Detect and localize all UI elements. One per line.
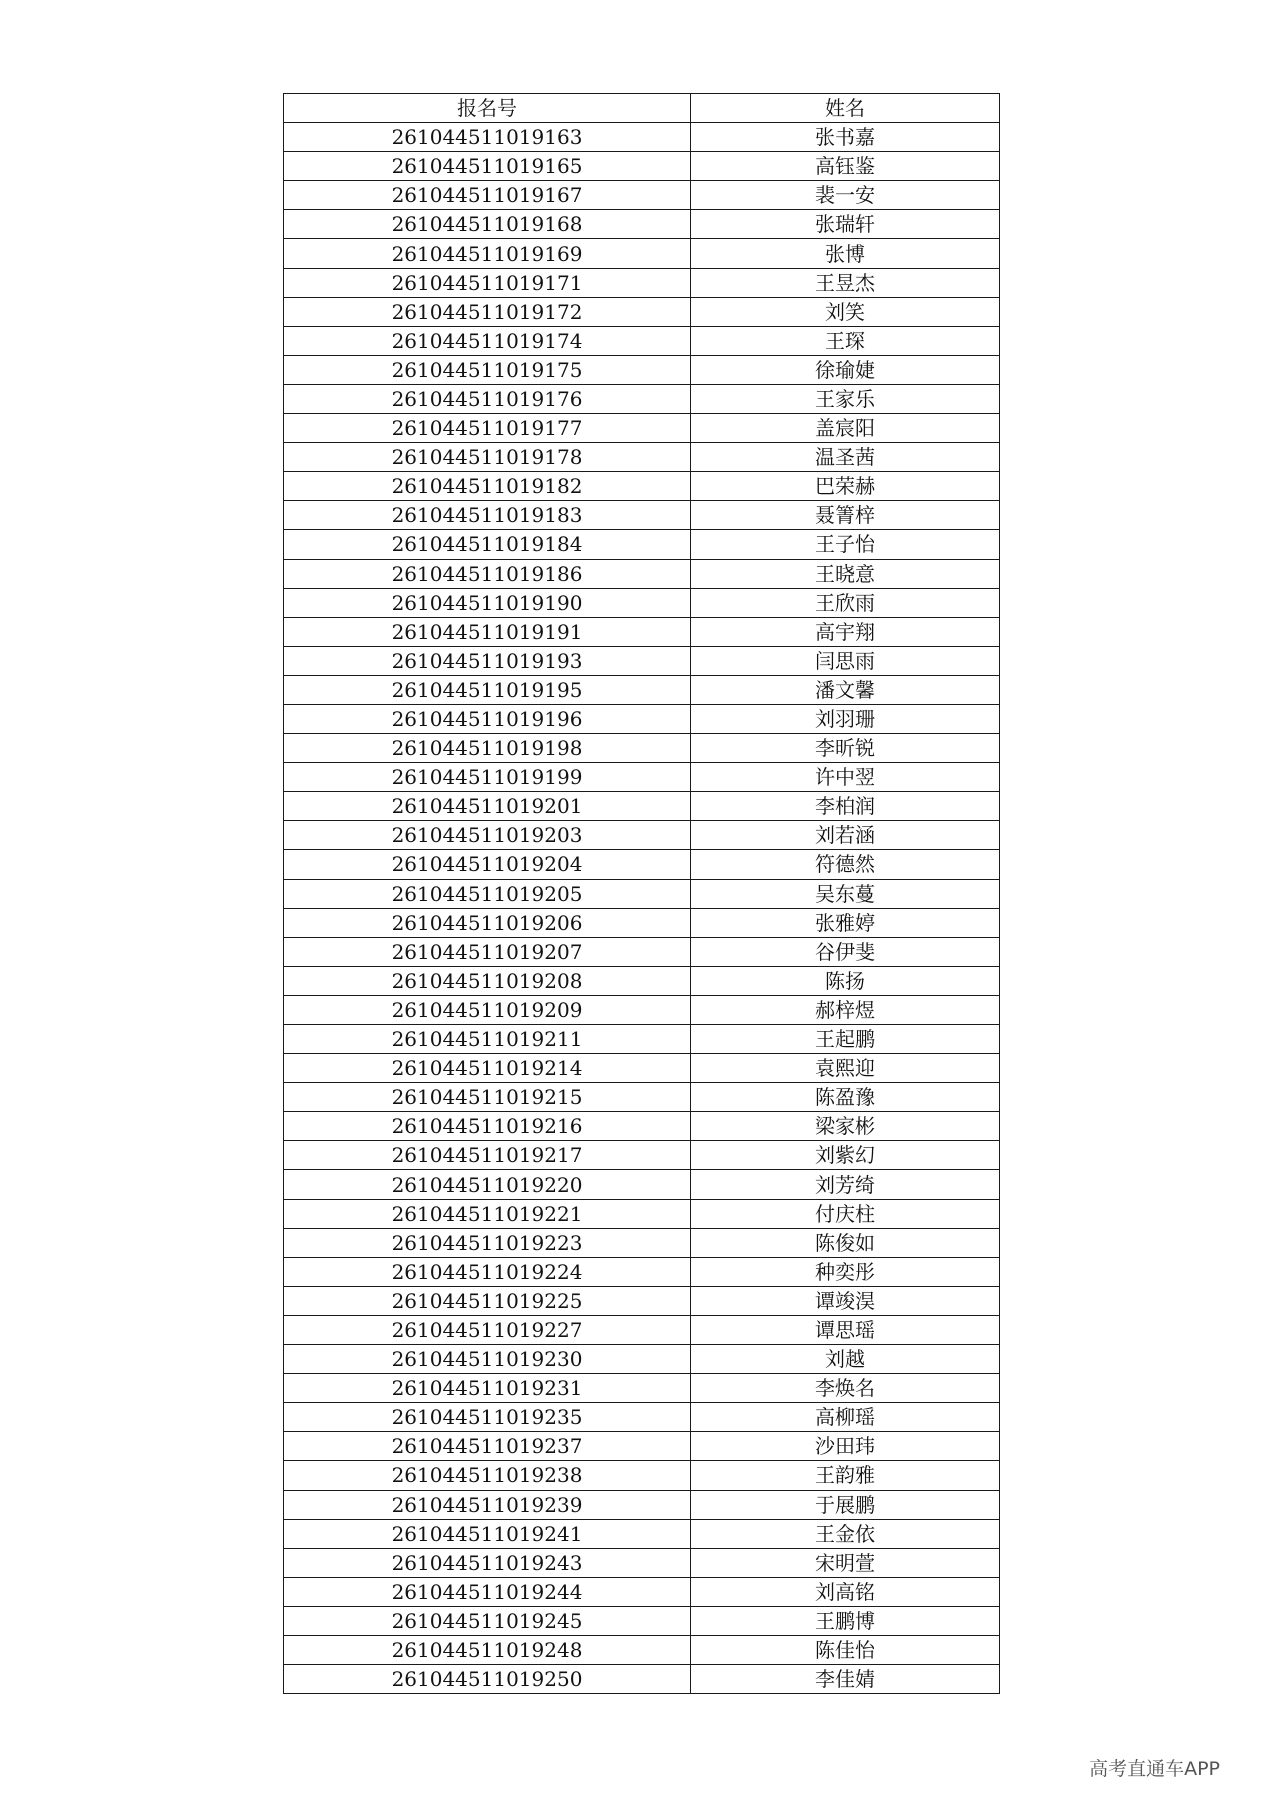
name-cell: 吴东蔓 bbox=[691, 879, 1000, 908]
name-cell: 谭思瑶 bbox=[691, 1315, 1000, 1344]
registration-number-cell: 261044511019203 bbox=[284, 821, 691, 850]
table-row bbox=[284, 355, 1000, 384]
registration-number-cell: 261044511019177 bbox=[284, 414, 691, 443]
name-cell: 陈佳怡 bbox=[691, 1635, 1000, 1664]
table-row bbox=[284, 1606, 1000, 1635]
name-cell: 李佳婧 bbox=[691, 1665, 1000, 1694]
name-cell: 王欣雨 bbox=[691, 588, 1000, 617]
name-cell: 王韵雅 bbox=[691, 1461, 1000, 1490]
table-row bbox=[284, 908, 1000, 937]
registration-number-cell: 261044511019193 bbox=[284, 646, 691, 675]
registration-number-cell: 261044511019199 bbox=[284, 763, 691, 792]
registration-number-cell: 261044511019250 bbox=[284, 1665, 691, 1694]
table-row bbox=[284, 152, 1000, 181]
registration-number-cell: 261044511019223 bbox=[284, 1228, 691, 1257]
registration-number-cell: 261044511019196 bbox=[284, 704, 691, 733]
registration-number-cell: 261044511019171 bbox=[284, 268, 691, 297]
name-cell: 张书嘉 bbox=[691, 123, 1000, 152]
name-cell: 王昱杰 bbox=[691, 268, 1000, 297]
name-cell: 沙田玮 bbox=[691, 1432, 1000, 1461]
registration-number-cell: 261044511019172 bbox=[284, 297, 691, 326]
registration-number-cell: 261044511019184 bbox=[284, 530, 691, 559]
registration-number-cell: 261044511019207 bbox=[284, 937, 691, 966]
watermark: 高考直通车APP bbox=[1089, 1758, 1220, 1780]
admission-table bbox=[283, 93, 1000, 1694]
table-row bbox=[284, 1286, 1000, 1315]
name-cell: 高柳瑶 bbox=[691, 1403, 1000, 1432]
table-row bbox=[284, 588, 1000, 617]
registration-number-cell: 261044511019238 bbox=[284, 1461, 691, 1490]
registration-number-cell: 261044511019165 bbox=[284, 152, 691, 181]
registration-number-cell: 261044511019178 bbox=[284, 443, 691, 472]
registration-number-cell: 261044511019235 bbox=[284, 1403, 691, 1432]
table-row bbox=[284, 384, 1000, 413]
table-row bbox=[284, 617, 1000, 646]
registration-number-cell: 261044511019248 bbox=[284, 1635, 691, 1664]
registration-number-cell: 261044511019195 bbox=[284, 675, 691, 704]
registration-number-cell: 261044511019211 bbox=[284, 1025, 691, 1054]
table-row bbox=[284, 210, 1000, 239]
registration-number-cell: 261044511019217 bbox=[284, 1141, 691, 1170]
registration-number-cell: 261044511019198 bbox=[284, 734, 691, 763]
name-cell: 李焕名 bbox=[691, 1374, 1000, 1403]
table-row bbox=[284, 501, 1000, 530]
registration-number-cell: 261044511019174 bbox=[284, 326, 691, 355]
registration-number-cell: 261044511019186 bbox=[284, 559, 691, 588]
name-cell: 聂箐梓 bbox=[691, 501, 1000, 530]
name-cell: 盖宸阳 bbox=[691, 414, 1000, 443]
name-cell: 符德然 bbox=[691, 850, 1000, 879]
table-row bbox=[284, 1490, 1000, 1519]
table-row bbox=[284, 1577, 1000, 1606]
name-cell: 刘紫幻 bbox=[691, 1141, 1000, 1170]
registration-number-cell: 261044511019241 bbox=[284, 1519, 691, 1548]
table-row bbox=[284, 995, 1000, 1024]
table-row bbox=[284, 1199, 1000, 1228]
table-row bbox=[284, 443, 1000, 472]
table-row bbox=[284, 937, 1000, 966]
table-row bbox=[284, 472, 1000, 501]
name-cell: 高宇翔 bbox=[691, 617, 1000, 646]
name-cell: 陈扬 bbox=[691, 966, 1000, 995]
name-cell: 张雅婷 bbox=[691, 908, 1000, 937]
name-cell: 王起鹏 bbox=[691, 1025, 1000, 1054]
name-cell: 张博 bbox=[691, 239, 1000, 268]
name-cell: 刘若涵 bbox=[691, 821, 1000, 850]
table-row bbox=[284, 414, 1000, 443]
name-cell: 裴一安 bbox=[691, 181, 1000, 210]
table-row bbox=[284, 1083, 1000, 1112]
registration-number-cell: 261044511019182 bbox=[284, 472, 691, 501]
table-row bbox=[284, 966, 1000, 995]
registration-number-cell: 261044511019224 bbox=[284, 1257, 691, 1286]
table-row bbox=[284, 1228, 1000, 1257]
registration-number-cell: 261044511019231 bbox=[284, 1374, 691, 1403]
name-cell: 于展鹏 bbox=[691, 1490, 1000, 1519]
table-row bbox=[284, 1403, 1000, 1432]
name-cell: 刘芳绮 bbox=[691, 1170, 1000, 1199]
name-cell: 王金依 bbox=[691, 1519, 1000, 1548]
registration-number-cell: 261044511019237 bbox=[284, 1432, 691, 1461]
table-row bbox=[284, 1112, 1000, 1141]
table-row bbox=[284, 792, 1000, 821]
name-cell: 王鹏博 bbox=[691, 1606, 1000, 1635]
table-row bbox=[284, 1257, 1000, 1286]
registration-number-cell: 261044511019175 bbox=[284, 355, 691, 384]
name-cell: 陈盈豫 bbox=[691, 1083, 1000, 1112]
table-header-row bbox=[284, 94, 1000, 123]
table-row bbox=[284, 268, 1000, 297]
name-cell: 王家乐 bbox=[691, 384, 1000, 413]
table-row bbox=[284, 704, 1000, 733]
registration-number-cell: 261044511019239 bbox=[284, 1490, 691, 1519]
name-cell: 徐瑜婕 bbox=[691, 355, 1000, 384]
registration-number-cell: 261044511019163 bbox=[284, 123, 691, 152]
name-cell: 刘高铭 bbox=[691, 1577, 1000, 1606]
registration-number-cell: 261044511019204 bbox=[284, 850, 691, 879]
registration-number-cell: 261044511019230 bbox=[284, 1345, 691, 1374]
table-row bbox=[284, 1170, 1000, 1199]
table-body bbox=[284, 123, 1000, 1694]
name-cell: 陈俊如 bbox=[691, 1228, 1000, 1257]
registration-number-cell: 261044511019216 bbox=[284, 1112, 691, 1141]
table-row bbox=[284, 239, 1000, 268]
registration-number-cell: 261044511019168 bbox=[284, 210, 691, 239]
table-row bbox=[284, 1374, 1000, 1403]
table-row bbox=[284, 850, 1000, 879]
table-row bbox=[284, 1054, 1000, 1083]
registration-number-cell: 261044511019220 bbox=[284, 1170, 691, 1199]
name-cell: 刘越 bbox=[691, 1345, 1000, 1374]
registration-number-cell: 261044511019209 bbox=[284, 995, 691, 1024]
registration-number-cell: 261044511019176 bbox=[284, 384, 691, 413]
name-cell: 闫思雨 bbox=[691, 646, 1000, 675]
name-cell: 王琛 bbox=[691, 326, 1000, 355]
table-row bbox=[284, 123, 1000, 152]
registration-number-cell: 261044511019183 bbox=[284, 501, 691, 530]
name-cell: 刘羽珊 bbox=[691, 704, 1000, 733]
name-cell: 张瑞轩 bbox=[691, 210, 1000, 239]
table-row bbox=[284, 326, 1000, 355]
table-row bbox=[284, 734, 1000, 763]
table-row bbox=[284, 1665, 1000, 1694]
registration-number-cell: 261044511019225 bbox=[284, 1286, 691, 1315]
column-header-name: 姓名 bbox=[691, 94, 1000, 123]
registration-number-cell: 261044511019206 bbox=[284, 908, 691, 937]
registration-number-cell: 261044511019221 bbox=[284, 1199, 691, 1228]
name-cell: 高钰鉴 bbox=[691, 152, 1000, 181]
table-row bbox=[284, 530, 1000, 559]
registration-number-cell: 261044511019201 bbox=[284, 792, 691, 821]
name-cell: 刘笑 bbox=[691, 297, 1000, 326]
table-row bbox=[284, 559, 1000, 588]
table-row bbox=[284, 1635, 1000, 1664]
table-row bbox=[284, 1519, 1000, 1548]
registration-number-cell: 261044511019215 bbox=[284, 1083, 691, 1112]
table-row bbox=[284, 879, 1000, 908]
table-row bbox=[284, 1461, 1000, 1490]
name-cell: 巴荣赫 bbox=[691, 472, 1000, 501]
table-row bbox=[284, 1432, 1000, 1461]
name-cell: 温圣茜 bbox=[691, 443, 1000, 472]
table-row bbox=[284, 646, 1000, 675]
registration-number-cell: 261044511019205 bbox=[284, 879, 691, 908]
table-row bbox=[284, 763, 1000, 792]
name-cell: 王子怡 bbox=[691, 530, 1000, 559]
name-cell: 付庆柱 bbox=[691, 1199, 1000, 1228]
name-cell: 潘文馨 bbox=[691, 675, 1000, 704]
table-row bbox=[284, 1141, 1000, 1170]
registration-number-cell: 261044511019191 bbox=[284, 617, 691, 646]
registration-number-cell: 261044511019244 bbox=[284, 1577, 691, 1606]
name-cell: 李柏润 bbox=[691, 792, 1000, 821]
name-cell: 王晓意 bbox=[691, 559, 1000, 588]
table-row bbox=[284, 181, 1000, 210]
name-cell: 谷伊斐 bbox=[691, 937, 1000, 966]
column-header-registration-number: 报名号 bbox=[284, 94, 691, 123]
registration-number-cell: 261044511019167 bbox=[284, 181, 691, 210]
name-cell: 郝梓煜 bbox=[691, 995, 1000, 1024]
registration-number-cell: 261044511019243 bbox=[284, 1548, 691, 1577]
table-row bbox=[284, 675, 1000, 704]
table-row bbox=[284, 1548, 1000, 1577]
name-cell: 谭竣淏 bbox=[691, 1286, 1000, 1315]
table-row bbox=[284, 1025, 1000, 1054]
name-cell: 许中翌 bbox=[691, 763, 1000, 792]
name-cell: 李昕锐 bbox=[691, 734, 1000, 763]
registration-number-cell: 261044511019227 bbox=[284, 1315, 691, 1344]
registration-number-cell: 261044511019208 bbox=[284, 966, 691, 995]
table-row bbox=[284, 297, 1000, 326]
name-cell: 梁家彬 bbox=[691, 1112, 1000, 1141]
table-row bbox=[284, 1315, 1000, 1344]
registration-number-cell: 261044511019169 bbox=[284, 239, 691, 268]
registration-number-cell: 261044511019190 bbox=[284, 588, 691, 617]
registration-number-cell: 261044511019214 bbox=[284, 1054, 691, 1083]
name-cell: 种奕彤 bbox=[691, 1257, 1000, 1286]
registration-number-cell: 261044511019245 bbox=[284, 1606, 691, 1635]
table-row bbox=[284, 1345, 1000, 1374]
name-cell: 宋明萱 bbox=[691, 1548, 1000, 1577]
table-row bbox=[284, 821, 1000, 850]
name-cell: 袁熙迎 bbox=[691, 1054, 1000, 1083]
